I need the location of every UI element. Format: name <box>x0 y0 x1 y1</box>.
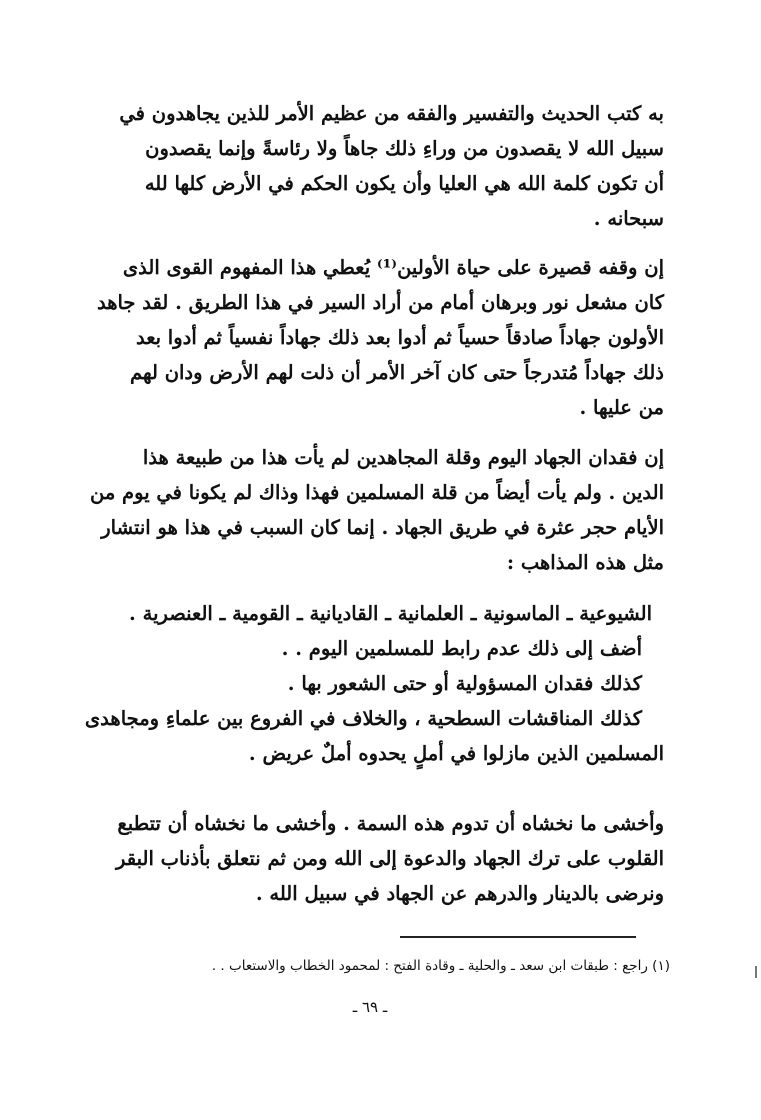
paragraph-4 <box>102 806 664 911</box>
scan-artifact <box>755 966 757 978</box>
footnote: (١) راجع : طبقات ابن سعد ـ والحلية ـ وقادة الفتح : لمحمود الخطاب والاستعاب . . <box>211 958 670 974</box>
text-line: مثل هذه المذاهب : <box>506 551 664 574</box>
page-number: ـ ٦٩ ـ <box>352 998 388 1016</box>
text-line: سبحانه . <box>593 207 664 230</box>
list-item: المسلمين الذين مازلوا في أملٍ يحدوه أملٌ عريض . <box>248 742 664 765</box>
footnote-separator <box>400 936 636 938</box>
text-line: ونرضى بالدينار والدرهم عن الجهاد في سبيل الله . <box>255 882 664 905</box>
text-line: كان مشعل نور وبرهان أمام من أراد السير في هذا الطريق . لقد جاهد <box>96 291 664 314</box>
text-line: إن وقفه قصيرة على حياة الأولين⁽¹⁾ يُعطي هذا المفهوم القوى الذى <box>122 256 664 279</box>
text-line: به كتب الحديث والتفسير والفقه من عظيم الأمر للذين يجاهدون في <box>119 102 664 125</box>
text-line: وأخشى ما نخشاه أن تدوم هذه السمة . وأخشى ما نخشاه أن تتطبع <box>117 812 664 835</box>
list-item: أضف إلى ذلك عدم رابط للمسلمين اليوم . . <box>281 637 642 660</box>
list-block <box>84 596 664 771</box>
text-line: سبيل الله لا يقصدون من وراءِ ذلك جاهاً ولا رئاسةً وإنما يقصدون <box>145 137 664 160</box>
list-item: كذلك فقدان المسؤولية أو حتى الشعور بها . <box>287 672 642 695</box>
text-line: الدين . ولم يأت أيضاً من قلة المسلمين فهذا وذاك لم يكونا في يوم من <box>89 481 664 504</box>
paragraph-1 <box>102 96 664 236</box>
list-item: كذلك المناقشات السطحية ، والخلاف في الفروع بين علماءِ ومجاهدى <box>84 707 642 730</box>
text-line: من عليها . <box>579 396 664 419</box>
text-line: القلوب على ترك الجهاد والدعوة إلى الله ومن ثم نتعلق بأذناب البقر <box>116 847 664 870</box>
text-line: ذلك جهاداً مُتدرجاً حتى كان آخر الأمر أن ذلت لهم الأرض ودان لهم <box>130 361 664 384</box>
text-line: الأيام حجر عثرة في طريق الجهاد . إنما كان السبب في هذا هو انتشار <box>101 516 664 539</box>
paragraph-3 <box>89 440 664 580</box>
list-item: الشيوعية ـ الماسونية ـ العلمانية ـ القاديانية ـ القومية ـ العنصرية . <box>129 602 652 625</box>
paragraph-2 <box>96 250 664 425</box>
text-line: الأولون جهاداً صادقاً حسياً ثم أدوا بعد ذلك جهاداً نفسياً ثم أدوا بعد <box>135 326 664 349</box>
text-line: إن فقدان الجهاد اليوم وقلة المجاهدين لم يأت هذا من طبيعة هذا <box>142 446 664 469</box>
text-line: أن تكون كلمة الله هي العليا وأن يكون الحكم في الأرض كلها لله <box>144 172 664 195</box>
